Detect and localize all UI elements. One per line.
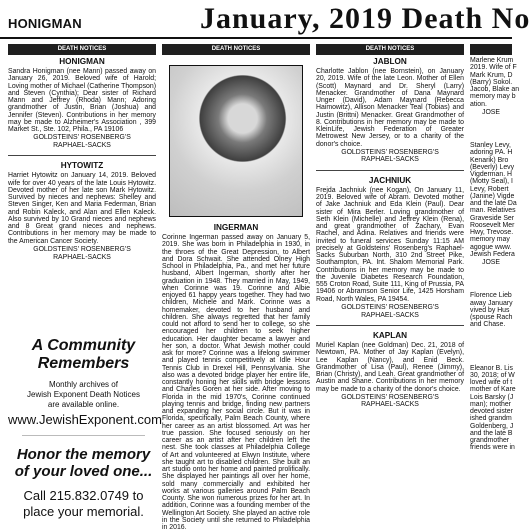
text-line: Graveside Ser [470, 214, 515, 222]
obituary-hytowitz [8, 161, 156, 261]
obituary-jablon [316, 57, 464, 164]
obituary-honigman [8, 57, 156, 149]
death-notices-label-4 [470, 44, 512, 55]
obituary-fragment-b [470, 142, 517, 258]
text-line: agogue www. [470, 243, 512, 251]
text-line: Eleanor B. Lis [470, 364, 513, 372]
text-line: grandmother [470, 437, 510, 444]
funeral-home: GOLDSTEINS' ROSENBERG'S RAPHAEL-SACKS [33, 245, 131, 261]
divider [8, 155, 156, 156]
divider [22, 435, 145, 436]
text-line: and the late B [470, 429, 513, 437]
text-line: and Chase. [470, 321, 506, 329]
death-notices-label-3: DEATH NOTICES [316, 44, 464, 55]
death-notices-label-2: DEATH NOTICES [162, 44, 310, 55]
divider [316, 325, 464, 326]
text-line: Mark Krum, D [470, 71, 513, 79]
text-line: mother of Kare [470, 386, 516, 394]
text-line: Roosevelt Mer [470, 221, 515, 229]
promo-community-remembers: A Community Remembers Monthly archives of Jewish Exponent Death Notices are available online. www.JewishExponent.com Honor the memory of your loved one... Call 215.832.0749 to place your memorial. [8, 337, 162, 519]
obituary-fragment-d [470, 364, 516, 452]
funeral-home: JOSE [482, 259, 500, 266]
obituary-name: KAPLAN [372, 331, 408, 341]
obituary-fragment-a [470, 57, 520, 108]
column-4 [470, 57, 520, 512]
text-line: memory may b [470, 93, 516, 101]
section-label: HONIGMAN [8, 16, 82, 31]
text-line: memory may [470, 236, 510, 244]
death-notices-label-1: DEATH NOTICES [8, 44, 156, 55]
obituary-fragment-c [470, 292, 512, 328]
funeral-home: GOLDSTEINS' ROSENBERG'S RAPHAEL-SACKS [33, 134, 131, 149]
column-1 [8, 57, 162, 519]
text-line: loved wife of t [470, 379, 513, 386]
text-line: man. Relatives [470, 207, 516, 215]
text-line: Florence Lieb [470, 292, 512, 300]
text-line: man); mother [470, 400, 511, 408]
obituary-jachniuk [316, 176, 464, 319]
text-line: Levy, Robert [470, 185, 509, 193]
text-line: Vigderman. H [470, 171, 513, 178]
text-line: vived by Hus [470, 306, 510, 314]
obituary-text: Sandra Honigman (nee Mann) passed away on January 26, 2019. Beloved wife of Harold; Loving mother of Michael (Catherine Thompson) and Steven (Cynthia); Dear sister of Richard Mann and Jeffrey (Rhoda) Mann; Adoring grandmother of Justin, Brian (Joshua) and Jennifer (Steven). Contributions in her memory may be made to Alzheimer's Association , 399 Market St., Ste. 102, Phila., PA 19106 [8, 68, 156, 133]
text-line: 2019. Wife of F [470, 64, 517, 72]
funeral-home: GOLDSTEINS' ROSENBERG'S RAPHAEL-SACKS [341, 148, 439, 164]
text-line: (Barry) Sokol. [470, 78, 513, 86]
text-line: Jewish Federa [470, 250, 515, 258]
text-line: friends were in [470, 444, 515, 452]
funeral-home: GOLDSTEINS' ROSENBERG'S RAPHAEL-SACKS [341, 393, 439, 409]
text-line: Jacob, Blake an [470, 86, 520, 93]
obituary-text: Frejda Jachniuk (nee Kogan), On January 11, 2019. Beloved wife of Abram. Devoted mother of Jake Jachniuk and Eda Klein (Paul). Dear sister of Mira Berler. Loving grandmother of Seth Klein (Michelle) and Jeffrey Klein (Rena), and great grandmother of Zachary, Evan Rachel, and Adina. Relatives and friends were invited to funeral services Sunday 11:15 AM precisely at Goldsteins' Rosenberg's Raphael-Sacks Suburban North, 310 2nd Street Pike, Southampton, PA. Int. Shalom Memorial Park. Contributions in her memory may be made to the Juvenile Diabetes Research Foundation, 555 Croton Road, Suite 111, King of Prussia, PA 19406 or Abramson Senior Life, 1425 Horsham Road, North Wales, PA 19454. [316, 186, 464, 303]
column-2 [162, 57, 310, 531]
obituary-ingerman [162, 223, 310, 531]
obituary-kaplan [316, 331, 464, 409]
text-line: (spouse Rach [470, 314, 513, 321]
website-link[interactable]: www.JewishExponent.com [8, 411, 162, 427]
text-line: (Janine) Vigde [470, 192, 515, 200]
obituary-name: JACHNIUK [368, 175, 412, 185]
text-line: Hwy, Trevose. [470, 229, 514, 236]
text-line: Marlene Krum [470, 57, 514, 64]
text-line: 30, 2018; of W [470, 371, 515, 379]
text-line: Stanley Levy, [470, 142, 511, 149]
text-line: Lois Barsky (J [470, 393, 514, 401]
header-rule [0, 37, 512, 39]
obituary-text: Corinne Ingerman passed away on January 5, 2019. She was born in Philadelphia in 1930, in the throes of the Great Depression, to Albert and Dora Schwait. She attended Olney High School in Philadelphia, Pa., and met her future husband, Albert Ingerman, shortly after her graduation in 1948. They married in May, 1949, when Corinne was 19. Corinne and Albie enjoyed 61 happy years together. They had two children, Michele and Mark. Corinne was a homemaker, devoted to her husband and children. She always regretted that her family could not afford to send her to college, so she encouraged her children to seek higher education. Her daughter became a lawyer and her son, a doctor. What Jewish mother could ask for more? Corinne was a lifelong swimmer and played tennis competitively at Idle Hour Tennis Club in Drexel Hill, Pennsylvania. She also was a devoted bridge player her entire life, constantly honing her skills with bridge lessons and Charles Goren at her side. After moving to Florida in the mid 1970's, Corinne continued playing tennis and bridge, finding new partners and expanding her social circle. But it was in Florida, specifically, Palm Beach County, where her career as an artist blossomed. Art was her true passion. She focused seriously on her career as an artist after her children left the nest. She took classes at Philadelphia College of Art and volunteered at Elwyn Institute, where she taught art to disabled children. She built an art studio onto her home and painted prolifically. She displayed her paintings all over her home, sold many commercially and exhibited her works at various galleries around Palm Beach County. She won numerous prizes for her art. In addition, Corinne was a founding member of the Wellington Art Society. She played an active role in the Society until she returned to Philadelphia in 2016. [162, 234, 310, 531]
text-line: Kenarik) Bro [470, 156, 509, 164]
text-line: devoted sister [470, 408, 513, 415]
obituary-name: JABLON [373, 57, 407, 66]
text-line: ished grandm [470, 415, 512, 423]
obituary-name: HYTOWITZ [60, 161, 104, 171]
obituary-name: INGERMAN [213, 223, 259, 232]
column-3 [316, 57, 464, 512]
obituary-text: Charlotte Jablon (nee Bornstein), on January 20, 2019. Wife of the late Leon. Mother of Ellen (Scott) Maynard and Dr. Sheryl (Larry) Menacker. Grandmother of Dana Maynard Unger (David), Adam Maynard (Rebecca Haimowitz), Allison Menacker Teal (Tobias) and Justin (Brittni) Menacker. Great Grandmother of 8. Contributions in her memory may be made to KleinLife, Jewish Federation of Greater Metrowest New Jersey, or to a charity of the donor's choice. [316, 68, 464, 148]
text-line: adoring PA. H [470, 149, 513, 157]
funeral-home: JOSE [482, 108, 500, 116]
funeral-home: GOLDSTEINS' ROSENBERG'S RAPHAEL-SACKS [341, 303, 439, 319]
text-line: ation. [470, 100, 487, 108]
text-line: Goldenberg, J [470, 422, 514, 430]
divider [316, 170, 464, 171]
text-line: and the late Da [470, 200, 517, 207]
obituary-name: HONIGMAN [59, 57, 105, 66]
text-line: (Beverly) Levy [470, 163, 515, 171]
text-line: (Motty Seal), I [470, 178, 513, 186]
obituary-text: Muriel Kaplan (nee Goldman) Dec. 21, 2018 of Newtown, PA. Mother of Jay Kaplan (Evelyn), Lee Kaplan (Nancy), and Enid Beck. Grandmother of Lisa (Paul), Renee (Jimmy), Brian (Christy), and Leah. Great grandmother of Austin and Shane. Contributions in her memory may be made to a charity of the donor's choice. [316, 342, 464, 393]
text-line: away January [470, 299, 513, 307]
obituary-text: Harriet Hytowitz on January 14, 2019. Beloved wife for over 40 years of the late Louis Hytowitz. Devoted mother of her late son Mark Hytowitz. Survived by nieces and nephews: Shelley and Steven Singer, Ken and Maria Federman, Brian and Robin Kaleck, and Alan and Ellen Kaleck. Also survived by 10 Grand nieces and nephews and 8 Great grand nieces and nephews. Contributions in her memory may be made to the American Cancer Society. [8, 172, 156, 245]
page-title: January, 2019 Death No [200, 2, 530, 35]
portrait-photo [169, 65, 303, 217]
